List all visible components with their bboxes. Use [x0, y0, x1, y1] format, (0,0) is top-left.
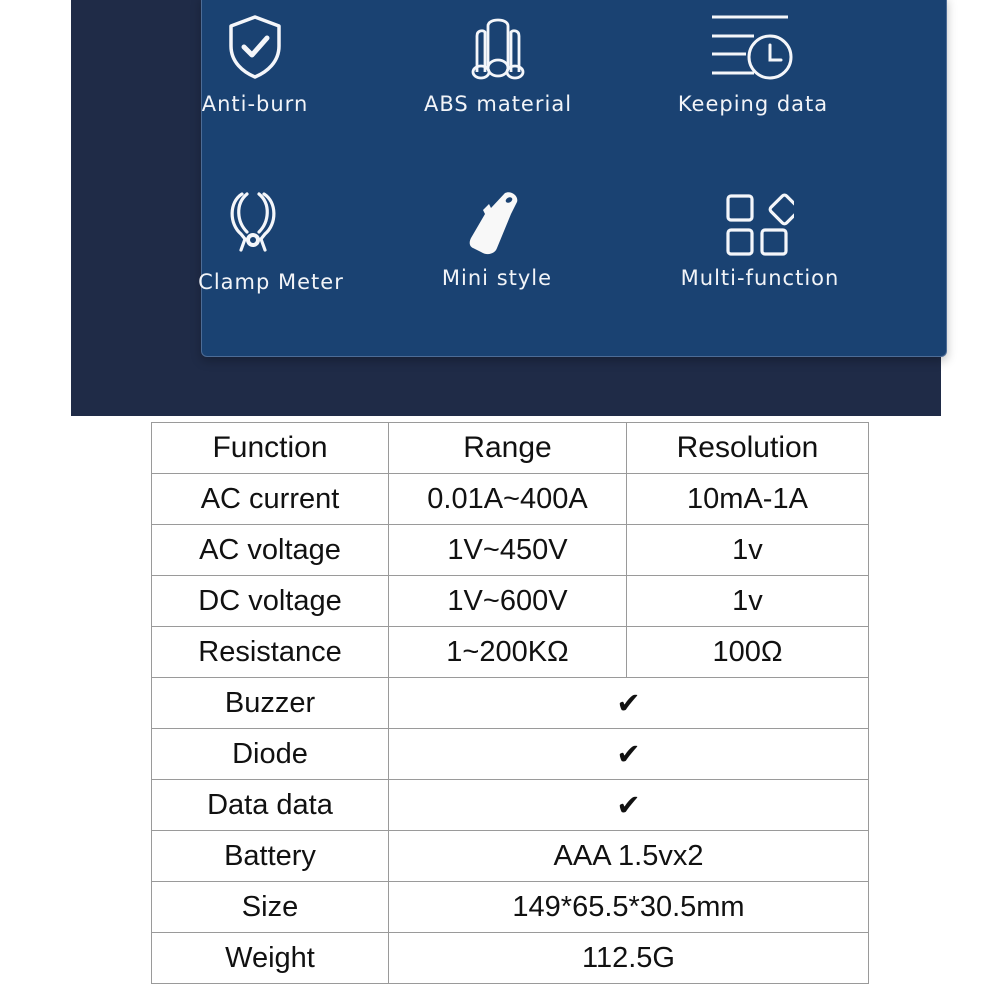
- feature-label: Clamp Meter: [198, 270, 344, 294]
- header-range: Range: [389, 423, 627, 474]
- table-row: [152, 933, 869, 984]
- cell-function: DC voltage: [152, 576, 389, 627]
- cell-range: 0.01A~400A: [389, 474, 627, 525]
- cell-value: 112.5G: [389, 933, 869, 984]
- spec-table: [151, 422, 869, 984]
- pipes-icon: [467, 14, 529, 82]
- table-row: [152, 780, 869, 831]
- check-icon: ✔: [389, 780, 869, 831]
- table-row: [152, 831, 869, 882]
- table-header-row: [152, 423, 869, 474]
- feature-abs-material: [378, 14, 618, 116]
- feature-mini-style: [377, 190, 617, 290]
- feature-label: ABS material: [423, 92, 573, 116]
- check-icon: ✔: [389, 678, 869, 729]
- feature-label: Mini style: [441, 266, 553, 290]
- cell-range: 1V~450V: [389, 525, 627, 576]
- table-row: [152, 627, 869, 678]
- table-row: [152, 882, 869, 933]
- apps-grid-icon: [726, 190, 794, 256]
- cell-resolution: 100Ω: [627, 627, 869, 678]
- cell-value: 149*65.5*30.5mm: [389, 882, 869, 933]
- feature-anti-burn: [135, 14, 375, 116]
- cell-range: 1~200KΩ: [389, 627, 627, 678]
- table-row: [152, 678, 869, 729]
- table-row: [152, 576, 869, 627]
- cell-function: AC voltage: [152, 525, 389, 576]
- clock-lines-icon: [708, 14, 798, 82]
- cell-resolution: 1v: [627, 576, 869, 627]
- header-function: Function: [152, 423, 389, 474]
- table-row: [152, 729, 869, 780]
- cell-function: Data data: [152, 780, 389, 831]
- feature-label: Keeping data: [677, 92, 829, 116]
- cell-function: Buzzer: [152, 678, 389, 729]
- cell-resolution: 1v: [627, 525, 869, 576]
- cell-function: Resistance: [152, 627, 389, 678]
- feature-clamp-meter: [133, 190, 373, 294]
- clamp-icon: [225, 190, 281, 256]
- header-resolution: Resolution: [627, 423, 869, 474]
- mini-meter-icon: [467, 190, 527, 256]
- cell-function: AC current: [152, 474, 389, 525]
- table-row: [152, 474, 869, 525]
- cell-value: AAA 1.5vx2: [389, 831, 869, 882]
- check-icon: ✔: [389, 729, 869, 780]
- feature-label: Multi-function: [680, 266, 840, 290]
- shield-check-icon: [225, 14, 285, 80]
- feature-keeping-data: [633, 14, 873, 116]
- cell-range: 1V~600V: [389, 576, 627, 627]
- feature-label: Anti-burn: [201, 92, 309, 116]
- cell-function: Diode: [152, 729, 389, 780]
- cell-function: Battery: [152, 831, 389, 882]
- feature-multi-function: [640, 190, 880, 290]
- table-row: [152, 525, 869, 576]
- cell-function: Weight: [152, 933, 389, 984]
- cell-function: Size: [152, 882, 389, 933]
- cell-resolution: 10mA-1A: [627, 474, 869, 525]
